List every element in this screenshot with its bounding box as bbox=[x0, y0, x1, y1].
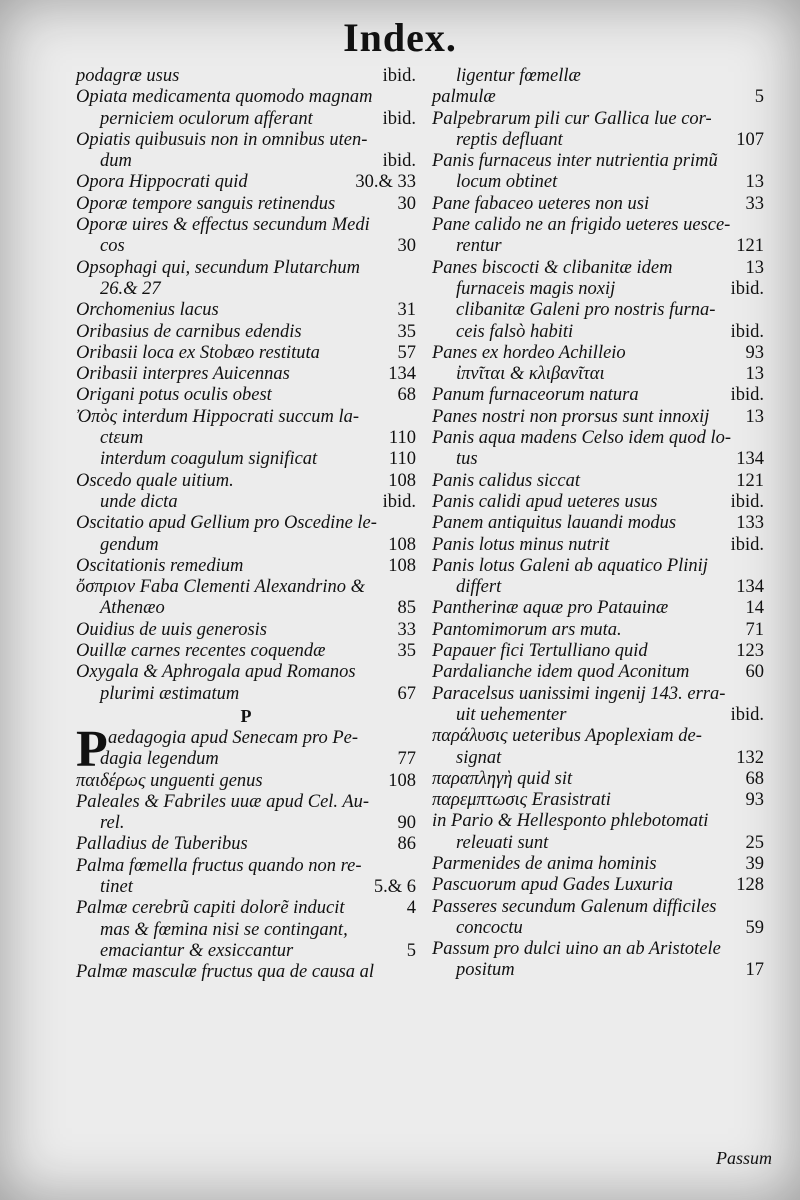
index-entry bbox=[76, 920, 416, 941]
page-reference: ibid. bbox=[382, 66, 416, 86]
entry-text: Parmenides de anima hominis bbox=[432, 853, 657, 874]
index-entry bbox=[432, 300, 764, 321]
index-entry bbox=[432, 918, 764, 939]
index-entry bbox=[432, 960, 764, 981]
entry-text: Oxygala & Aphrogala apud Romanos bbox=[76, 662, 356, 683]
entry-text: Oscitationis remedium bbox=[76, 555, 244, 576]
index-entry bbox=[432, 662, 764, 683]
entry-text: positum bbox=[456, 960, 515, 981]
index-entry bbox=[432, 897, 764, 918]
entry-text: Athenæo bbox=[100, 598, 165, 619]
entry-text: aedagogia apud Senecam pro Pe- bbox=[108, 727, 359, 748]
page-reference: 25 bbox=[745, 832, 764, 853]
entry-text: dagia legendum bbox=[100, 749, 219, 770]
index-entry bbox=[432, 748, 764, 769]
entry-text: Origani potus oculis obest bbox=[76, 385, 272, 406]
entry-text: Pantherinæ aquæ pro Patauinæ bbox=[432, 598, 669, 619]
page-reference: 133 bbox=[736, 513, 764, 534]
entry-text: Oporæ tempore sanguis retinendus bbox=[76, 193, 336, 214]
entry-text: παιδέρως unguenti genus bbox=[76, 770, 263, 791]
index-entry bbox=[76, 343, 416, 364]
page-reference: 134 bbox=[736, 577, 764, 598]
entry-text: reptis defluant bbox=[456, 129, 563, 150]
index-entry bbox=[432, 513, 764, 534]
index-entry bbox=[432, 705, 764, 726]
entry-text: unde dicta bbox=[100, 491, 178, 512]
index-entry bbox=[432, 726, 764, 747]
entry-text: Opiatis quibusuis non in omnibus uten- bbox=[76, 129, 368, 150]
page-reference: 4 bbox=[406, 898, 416, 919]
entry-text: mas & fœmina nisi se contingant, bbox=[100, 919, 348, 940]
page-reference: ibid. bbox=[382, 151, 416, 172]
index-entry bbox=[76, 87, 416, 108]
page-reference: 108 bbox=[388, 534, 416, 555]
index-entry bbox=[76, 962, 416, 983]
page-reference: 13 bbox=[745, 257, 764, 278]
index-entry bbox=[432, 343, 764, 364]
entry-text: tus bbox=[456, 449, 478, 470]
index-entry bbox=[432, 215, 764, 236]
index-entry bbox=[76, 385, 416, 406]
page-reference: 121 bbox=[736, 236, 764, 257]
entry-text: Oribasii loca ex Stobæo restituta bbox=[76, 342, 320, 363]
entry-text: Ouillæ carnes recentes coquendæ bbox=[76, 641, 326, 662]
entry-text: furnaceis magis noxij bbox=[456, 278, 616, 299]
page-reference: 60 bbox=[745, 662, 764, 683]
index-entry bbox=[76, 194, 416, 215]
entry-text: Panes biscocti & clibanitæ idem bbox=[432, 257, 673, 278]
page-reference: 5 bbox=[406, 940, 416, 961]
index-entry bbox=[432, 577, 764, 598]
index-entry bbox=[432, 172, 764, 193]
page-reference: 110 bbox=[388, 449, 416, 470]
index-entry bbox=[432, 684, 764, 705]
index-entry bbox=[432, 151, 764, 172]
index-entry bbox=[432, 66, 764, 87]
drop-cap: P bbox=[76, 720, 108, 778]
entry-text: 26.& 27 bbox=[100, 278, 161, 299]
page-reference: 108 bbox=[388, 555, 416, 576]
page-reference: 13 bbox=[745, 364, 764, 385]
page-reference: 5 bbox=[754, 87, 764, 108]
page-reference: 30 bbox=[397, 193, 416, 214]
entry-text: Pantomimorum ars muta. bbox=[432, 619, 622, 640]
index-entry bbox=[76, 620, 416, 641]
entry-text: Ὀπὸς interdum Hippocrati succum la- bbox=[76, 406, 360, 427]
page-reference: ibid. bbox=[730, 321, 764, 342]
entry-text: Opora Hippocrati quid bbox=[76, 172, 248, 193]
entry-text: Opiata medicamenta quomodo magnam bbox=[76, 87, 373, 108]
entry-text: Palladius de Tuberibus bbox=[76, 834, 248, 855]
entry-text: clibanitæ Galeni pro nostris furna- bbox=[456, 300, 716, 321]
entry-text: ctεum bbox=[100, 428, 144, 449]
entry-text: Oribasius de carnibus edendis bbox=[76, 321, 302, 342]
index-entry bbox=[76, 856, 416, 877]
entry-text: plurimi æstimatum bbox=[100, 683, 240, 704]
index-entry bbox=[76, 322, 416, 343]
index-entry bbox=[76, 428, 416, 449]
page-reference: 85 bbox=[397, 598, 416, 619]
entry-text: Panis calidus siccat bbox=[432, 470, 580, 491]
entry-text: Panis furnaceus inter nutrientia primũ bbox=[432, 151, 718, 172]
entry-text: Paleales & Fabriles uuæ apud Cel. Au- bbox=[76, 791, 370, 812]
page-reference: 57 bbox=[397, 342, 416, 363]
index-entry bbox=[432, 939, 764, 960]
index-entry bbox=[76, 684, 416, 705]
page-reference: ibid. bbox=[382, 108, 416, 129]
entry-text: palmulæ bbox=[432, 87, 496, 108]
entry-text: Panes ex hordeo Achilleio bbox=[432, 342, 626, 363]
index-entry bbox=[432, 598, 764, 619]
index-entry bbox=[76, 834, 416, 855]
entry-text: ceis falsò habiti bbox=[456, 321, 574, 342]
page-reference: 107 bbox=[736, 129, 764, 150]
page-reference: 68 bbox=[745, 768, 764, 789]
entry-text: Panis calidi apud ueteres usus bbox=[432, 491, 658, 512]
page-reference: ibid. bbox=[382, 491, 416, 512]
entry-text: Orchomenius lacus bbox=[76, 300, 219, 321]
entry-text: Oscitatio apud Gellium pro Oscedine le- bbox=[76, 513, 377, 534]
entry-text: παρεμπτωσις Erasistrati bbox=[432, 790, 611, 811]
page-reference: ibid. bbox=[730, 385, 764, 406]
page-reference: ibid. bbox=[730, 278, 764, 299]
index-entry bbox=[76, 364, 416, 385]
index-entry bbox=[76, 641, 416, 662]
page-reference: 121 bbox=[736, 470, 764, 491]
page-reference: 31 bbox=[397, 300, 416, 321]
page-reference: 13 bbox=[745, 406, 764, 427]
index-entry bbox=[76, 492, 416, 513]
index-entry bbox=[432, 790, 764, 811]
page-reference: 123 bbox=[736, 641, 764, 662]
index-entry bbox=[432, 364, 764, 385]
index-entry bbox=[76, 898, 416, 919]
entry-text: differt bbox=[456, 577, 502, 598]
index-entry bbox=[76, 513, 416, 534]
page-reference: 33 bbox=[397, 619, 416, 640]
page-reference: 108 bbox=[388, 470, 416, 491]
entry-text: Oribasii interpres Auicennas bbox=[76, 364, 290, 385]
index-entry bbox=[76, 877, 416, 898]
entry-text: παραπληγὴ quid sit bbox=[432, 768, 573, 789]
page-reference: 35 bbox=[397, 321, 416, 342]
page-reference: 86 bbox=[397, 834, 416, 855]
index-entry bbox=[432, 194, 764, 215]
right-column bbox=[432, 66, 764, 982]
entry-text: Palma fœmella fructus quando non re- bbox=[76, 855, 362, 876]
page-reference: ibid. bbox=[730, 704, 764, 725]
entry-text: ὄσπριον Faba Clementi Alexandrino & bbox=[76, 577, 365, 598]
entry-text: Panis aqua madens Celso idem quod lo- bbox=[432, 428, 732, 449]
page-reference: 71 bbox=[745, 619, 764, 640]
page-reference: 17 bbox=[745, 960, 764, 981]
index-entry bbox=[76, 130, 416, 151]
page-reference: 13 bbox=[745, 172, 764, 193]
index-entry bbox=[432, 556, 764, 577]
entry-text: Palmæ masculæ fructus qua de causa al bbox=[76, 962, 375, 983]
entry-text: Pane calido ne an frigido ueteres uesce- bbox=[432, 215, 731, 236]
page-reference: ibid. bbox=[730, 534, 764, 555]
entry-text: Panes nostri non prorsus sunt innoxij bbox=[432, 406, 710, 427]
page-reference: 93 bbox=[745, 342, 764, 363]
page-reference: 134 bbox=[388, 364, 416, 385]
index-entry bbox=[432, 641, 764, 662]
index-entry bbox=[432, 769, 764, 790]
index-entry bbox=[432, 130, 764, 151]
index-entry bbox=[76, 300, 416, 321]
entry-text: Pane fabaceo ueteres non usi bbox=[432, 193, 650, 214]
index-entry bbox=[76, 215, 416, 236]
page-reference: 30 bbox=[397, 236, 416, 257]
page-reference: 5.& 6 bbox=[373, 876, 416, 897]
entry-text: interdum coagulum significat bbox=[100, 449, 318, 470]
page-reference: 68 bbox=[397, 385, 416, 406]
index-entry bbox=[432, 385, 764, 406]
entry-text: releuati sunt bbox=[456, 832, 549, 853]
page-reference: 33 bbox=[745, 193, 764, 214]
index-entry bbox=[76, 236, 416, 257]
page-reference: ibid. bbox=[730, 491, 764, 512]
entry-text: locum obtinet bbox=[456, 172, 558, 193]
index-entry bbox=[76, 66, 416, 87]
section-letter: P bbox=[240, 705, 252, 726]
entry-text: signat bbox=[456, 747, 502, 768]
index-entry bbox=[432, 279, 764, 300]
index-entry bbox=[432, 258, 764, 279]
index-entry bbox=[76, 471, 416, 492]
entry-text: concoctu bbox=[456, 917, 523, 938]
index-entry bbox=[76, 172, 416, 193]
index-entry bbox=[432, 875, 764, 896]
entry-text: Oporæ uires & effectus secundum Medi bbox=[76, 215, 370, 236]
index-entry bbox=[76, 662, 416, 683]
entry-text: dum bbox=[100, 151, 132, 172]
entry-text: Panis lotus Galeni ab aquatico Plinij bbox=[432, 555, 708, 576]
entry-text: Palmæ cerebrũ capiti dolorẽ inducit bbox=[76, 898, 345, 919]
index-entry bbox=[76, 258, 416, 279]
index-entry bbox=[76, 535, 416, 556]
index-entry bbox=[432, 854, 764, 875]
index-entry bbox=[76, 449, 416, 470]
index-entry bbox=[76, 407, 416, 428]
entry-text: παράλυσις ueteribus Apoplexiam de- bbox=[432, 726, 702, 747]
entry-text: Pardalianche idem quod Aconitum bbox=[432, 662, 690, 683]
entry-text: emaciantur & exsiccantur bbox=[100, 940, 294, 961]
entry-text: rel. bbox=[100, 813, 125, 834]
entry-text: Ouidius de uuis generosis bbox=[76, 619, 267, 640]
entry-text: Pascuorum apud Gades Luxuria bbox=[432, 875, 674, 896]
index-entry bbox=[76, 279, 416, 300]
page-reference: 110 bbox=[388, 428, 416, 449]
page-reference: 30.& 33 bbox=[355, 172, 416, 193]
entry-text: podagræ usus bbox=[76, 66, 180, 86]
index-entry bbox=[76, 749, 416, 770]
entry-text: perniciem oculorum afferant bbox=[100, 108, 313, 129]
index-entry bbox=[76, 771, 416, 792]
index-entry bbox=[432, 833, 764, 854]
entry-text: Opsophagi qui, secundum Plutarchum bbox=[76, 257, 360, 278]
entry-text: in Pario & Hellesponto phlebotomati bbox=[432, 811, 709, 832]
page-reference: 77 bbox=[397, 749, 416, 770]
entry-text: Panum furnaceorum natura bbox=[432, 385, 639, 406]
index-entry bbox=[432, 407, 764, 428]
index-entry bbox=[76, 813, 416, 834]
index-entry bbox=[76, 598, 416, 619]
index-entry bbox=[432, 535, 764, 556]
entry-text: Panem antiquitus lauandi modus bbox=[432, 513, 677, 534]
index-entry bbox=[432, 449, 764, 470]
page-reference: 90 bbox=[397, 813, 416, 834]
entry-text: Oscedo quale uitium. bbox=[76, 470, 234, 491]
index-entry bbox=[76, 941, 416, 962]
page-reference: 93 bbox=[745, 790, 764, 811]
page-reference: 134 bbox=[736, 449, 764, 470]
entry-text: ligentur fœmellæ bbox=[456, 66, 581, 86]
index-entry bbox=[432, 322, 764, 343]
left-column bbox=[76, 66, 416, 983]
index-entry bbox=[432, 87, 764, 108]
index-entry bbox=[432, 811, 764, 832]
entry-text: Papauer fici Tertulliano quid bbox=[432, 641, 648, 662]
entry-text: cos bbox=[100, 236, 125, 257]
entry-text: Panis lotus minus nutrit bbox=[432, 534, 610, 555]
entry-text: gendum bbox=[100, 534, 159, 555]
page-reference: 67 bbox=[397, 683, 416, 704]
index-entry bbox=[76, 151, 416, 172]
index-entry bbox=[432, 109, 764, 130]
index-entry bbox=[432, 428, 764, 449]
entry-text: tinet bbox=[100, 876, 133, 897]
index-entry bbox=[432, 620, 764, 641]
page-reference: 14 bbox=[745, 598, 764, 619]
page-reference: 35 bbox=[397, 641, 416, 662]
page-reference: 108 bbox=[388, 770, 416, 791]
index-entry bbox=[76, 577, 416, 598]
entry-text: ἰπνῖται & κλιβανῖται bbox=[456, 364, 605, 385]
index-entry bbox=[432, 471, 764, 492]
index-entry bbox=[76, 556, 416, 577]
entry-text: Paracelsus uanissimi ingenij 143. erra- bbox=[432, 683, 726, 704]
page-reference: 59 bbox=[745, 917, 764, 938]
entry-text: Passeres secundum Galenum difficiles bbox=[432, 896, 717, 917]
entry-text: uit uehementer bbox=[456, 704, 567, 725]
entry-text: rentur bbox=[456, 236, 502, 257]
page-reference: 128 bbox=[736, 875, 764, 896]
index-entry bbox=[432, 236, 764, 257]
index-entry bbox=[76, 109, 416, 130]
index-entry bbox=[432, 492, 764, 513]
entry-text: Palpebrarum pili cur Gallica lue cor- bbox=[432, 108, 712, 129]
index-entry bbox=[76, 792, 416, 813]
page-reference: 132 bbox=[736, 747, 764, 768]
page-reference: 39 bbox=[745, 853, 764, 874]
page-title: Index. bbox=[343, 15, 457, 60]
entry-text: Passum pro dulci uino an ab Aristotele bbox=[432, 939, 721, 960]
catchword: Passum bbox=[715, 1148, 772, 1168]
